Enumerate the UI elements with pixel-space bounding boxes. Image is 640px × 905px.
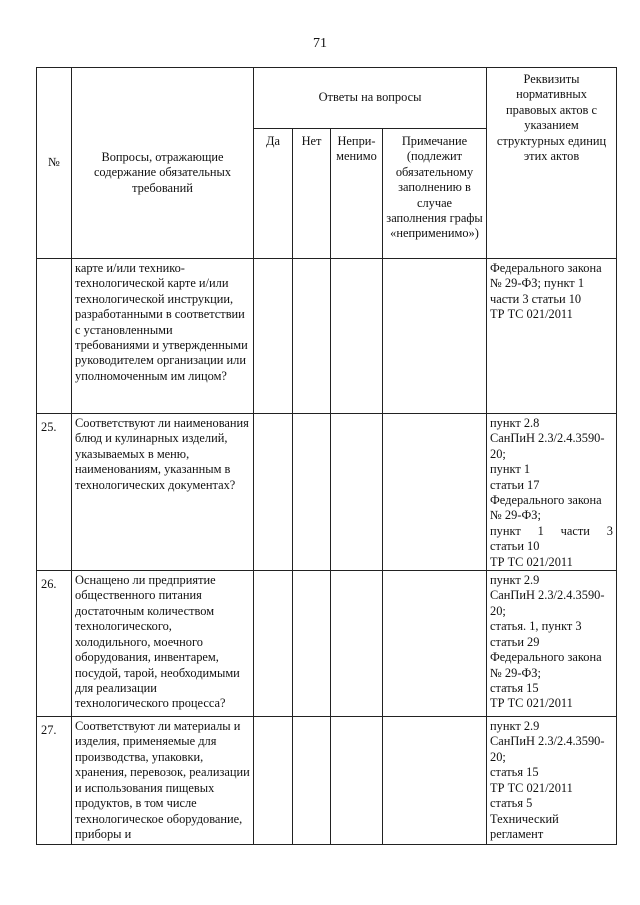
ref-line: статья 15 [490, 680, 539, 695]
header-num: № [37, 68, 72, 259]
ref-line: Федерального закона [490, 493, 602, 508]
answer-no-cell[interactable] [293, 571, 331, 717]
answer-no-cell[interactable] [293, 259, 331, 414]
row-refs [487, 259, 617, 414]
ref-line: пункт 1 части 3 [490, 523, 614, 538]
ref-line: статьи 10 [490, 539, 540, 554]
answer-yes-cell[interactable] [254, 717, 293, 845]
row-number: 27. [37, 717, 72, 845]
ref-line: Федерального закона [490, 650, 602, 665]
row-refs [487, 571, 617, 717]
table-row [37, 717, 617, 845]
ref-line: Федерального закона [490, 261, 602, 275]
ref-line: статьи 17 [490, 477, 540, 492]
ref-line: 20; [490, 446, 506, 461]
ref-line: пункт 2.9 [490, 719, 540, 734]
ref-line: № 29-ФЗ; пункт 1 [490, 276, 585, 291]
note-cell[interactable] [383, 259, 487, 414]
ref-line: пункт 2.9 [490, 573, 540, 588]
ref-line: 20; [490, 603, 506, 618]
row-refs [487, 717, 617, 845]
answer-na-cell[interactable] [331, 259, 383, 414]
ref-line: статья 5 [490, 796, 533, 811]
ref-line: статья. 1, пункт 3 [490, 619, 582, 634]
ref-line: ТР ТС 021/2011 [490, 696, 573, 711]
ref-line: пункт 2.8 [490, 416, 540, 430]
row-question: Оснащено ли предприятие общественного питания достаточным количеством технологического, холодильного, моечного оборудования, инвентарем, посудой, тарой, необходимыми для реализации технологического процесса? [72, 571, 254, 717]
answer-yes-cell[interactable] [254, 259, 293, 414]
ref-line: регламент [490, 826, 544, 841]
header-answers: Ответы на вопросы [254, 68, 487, 129]
header-yes: Да [254, 129, 293, 259]
ref-line: ТР ТС 021/2011 [490, 554, 573, 569]
header-na: Непри-менимо [331, 129, 383, 259]
ref-line: Технический [490, 811, 559, 826]
ref-line: СанПиН 2.3/2.4.3590- [490, 588, 605, 603]
table-header-row-1 [37, 68, 617, 129]
answer-no-cell[interactable] [293, 414, 331, 571]
note-cell[interactable] [383, 571, 487, 717]
ref-line: статьи 29 [490, 634, 540, 649]
ref-line: СанПиН 2.3/2.4.3590- [490, 431, 605, 446]
ref-line: ТР ТС 021/2011 [490, 307, 573, 322]
row-number: 25. [37, 414, 72, 571]
row-question: Соответствуют ли наименования блюд и кулинарных изделий, указываемых в меню, наименованиям, указанным в технологических документах? [72, 414, 254, 571]
row-question: карте и/или технико-технологической карте и/или технологической инструкции, разработанными в соответствии с установленными требованиями и утвержденными руководителем организации или уполномоченным им лицом? [72, 259, 254, 414]
row-question: Соответствуют ли материалы и изделия, применяемые для производства, упаковки, хранения, перевозок, реализации и использования пищевых продуктов, в том числе технологическое оборудование, приборы и [72, 717, 254, 845]
ref-line: части 3 статьи 10 [490, 291, 582, 306]
row-number [37, 259, 72, 414]
answer-yes-cell[interactable] [254, 571, 293, 717]
row-number: 26. [37, 571, 72, 717]
header-questions: Вопросы, отражающие содержание обязательных требований [72, 68, 254, 259]
ref-line: СанПиН 2.3/2.4.3590- [490, 734, 605, 749]
requirements-table [36, 67, 617, 845]
header-no: Нет [293, 129, 331, 259]
ref-line: статья 15 [490, 765, 539, 780]
note-cell[interactable] [383, 717, 487, 845]
table-row [37, 259, 617, 414]
page-number: 71 [313, 36, 327, 51]
ref-line: ТР ТС 021/2011 [490, 780, 573, 795]
note-cell[interactable] [383, 414, 487, 571]
answer-na-cell[interactable] [331, 414, 383, 571]
header-note: Примечание (подлежит обязательному заполнению в случае заполнения графы «неприменимо») [383, 129, 487, 259]
header-refs: Реквизиты нормативных правовых актов с указанием структурных единиц этих актов [487, 68, 617, 259]
table-row [37, 571, 617, 717]
answer-no-cell[interactable] [293, 717, 331, 845]
answer-na-cell[interactable] [331, 571, 383, 717]
ref-line: 20; [490, 749, 506, 764]
table-row [37, 414, 617, 571]
ref-line: № 29-ФЗ; [490, 508, 541, 523]
answer-na-cell[interactable] [331, 717, 383, 845]
ref-line: пункт 1 [490, 462, 531, 477]
row-refs [487, 414, 617, 571]
ref-line: № 29-ФЗ; [490, 665, 541, 680]
answer-yes-cell[interactable] [254, 414, 293, 571]
